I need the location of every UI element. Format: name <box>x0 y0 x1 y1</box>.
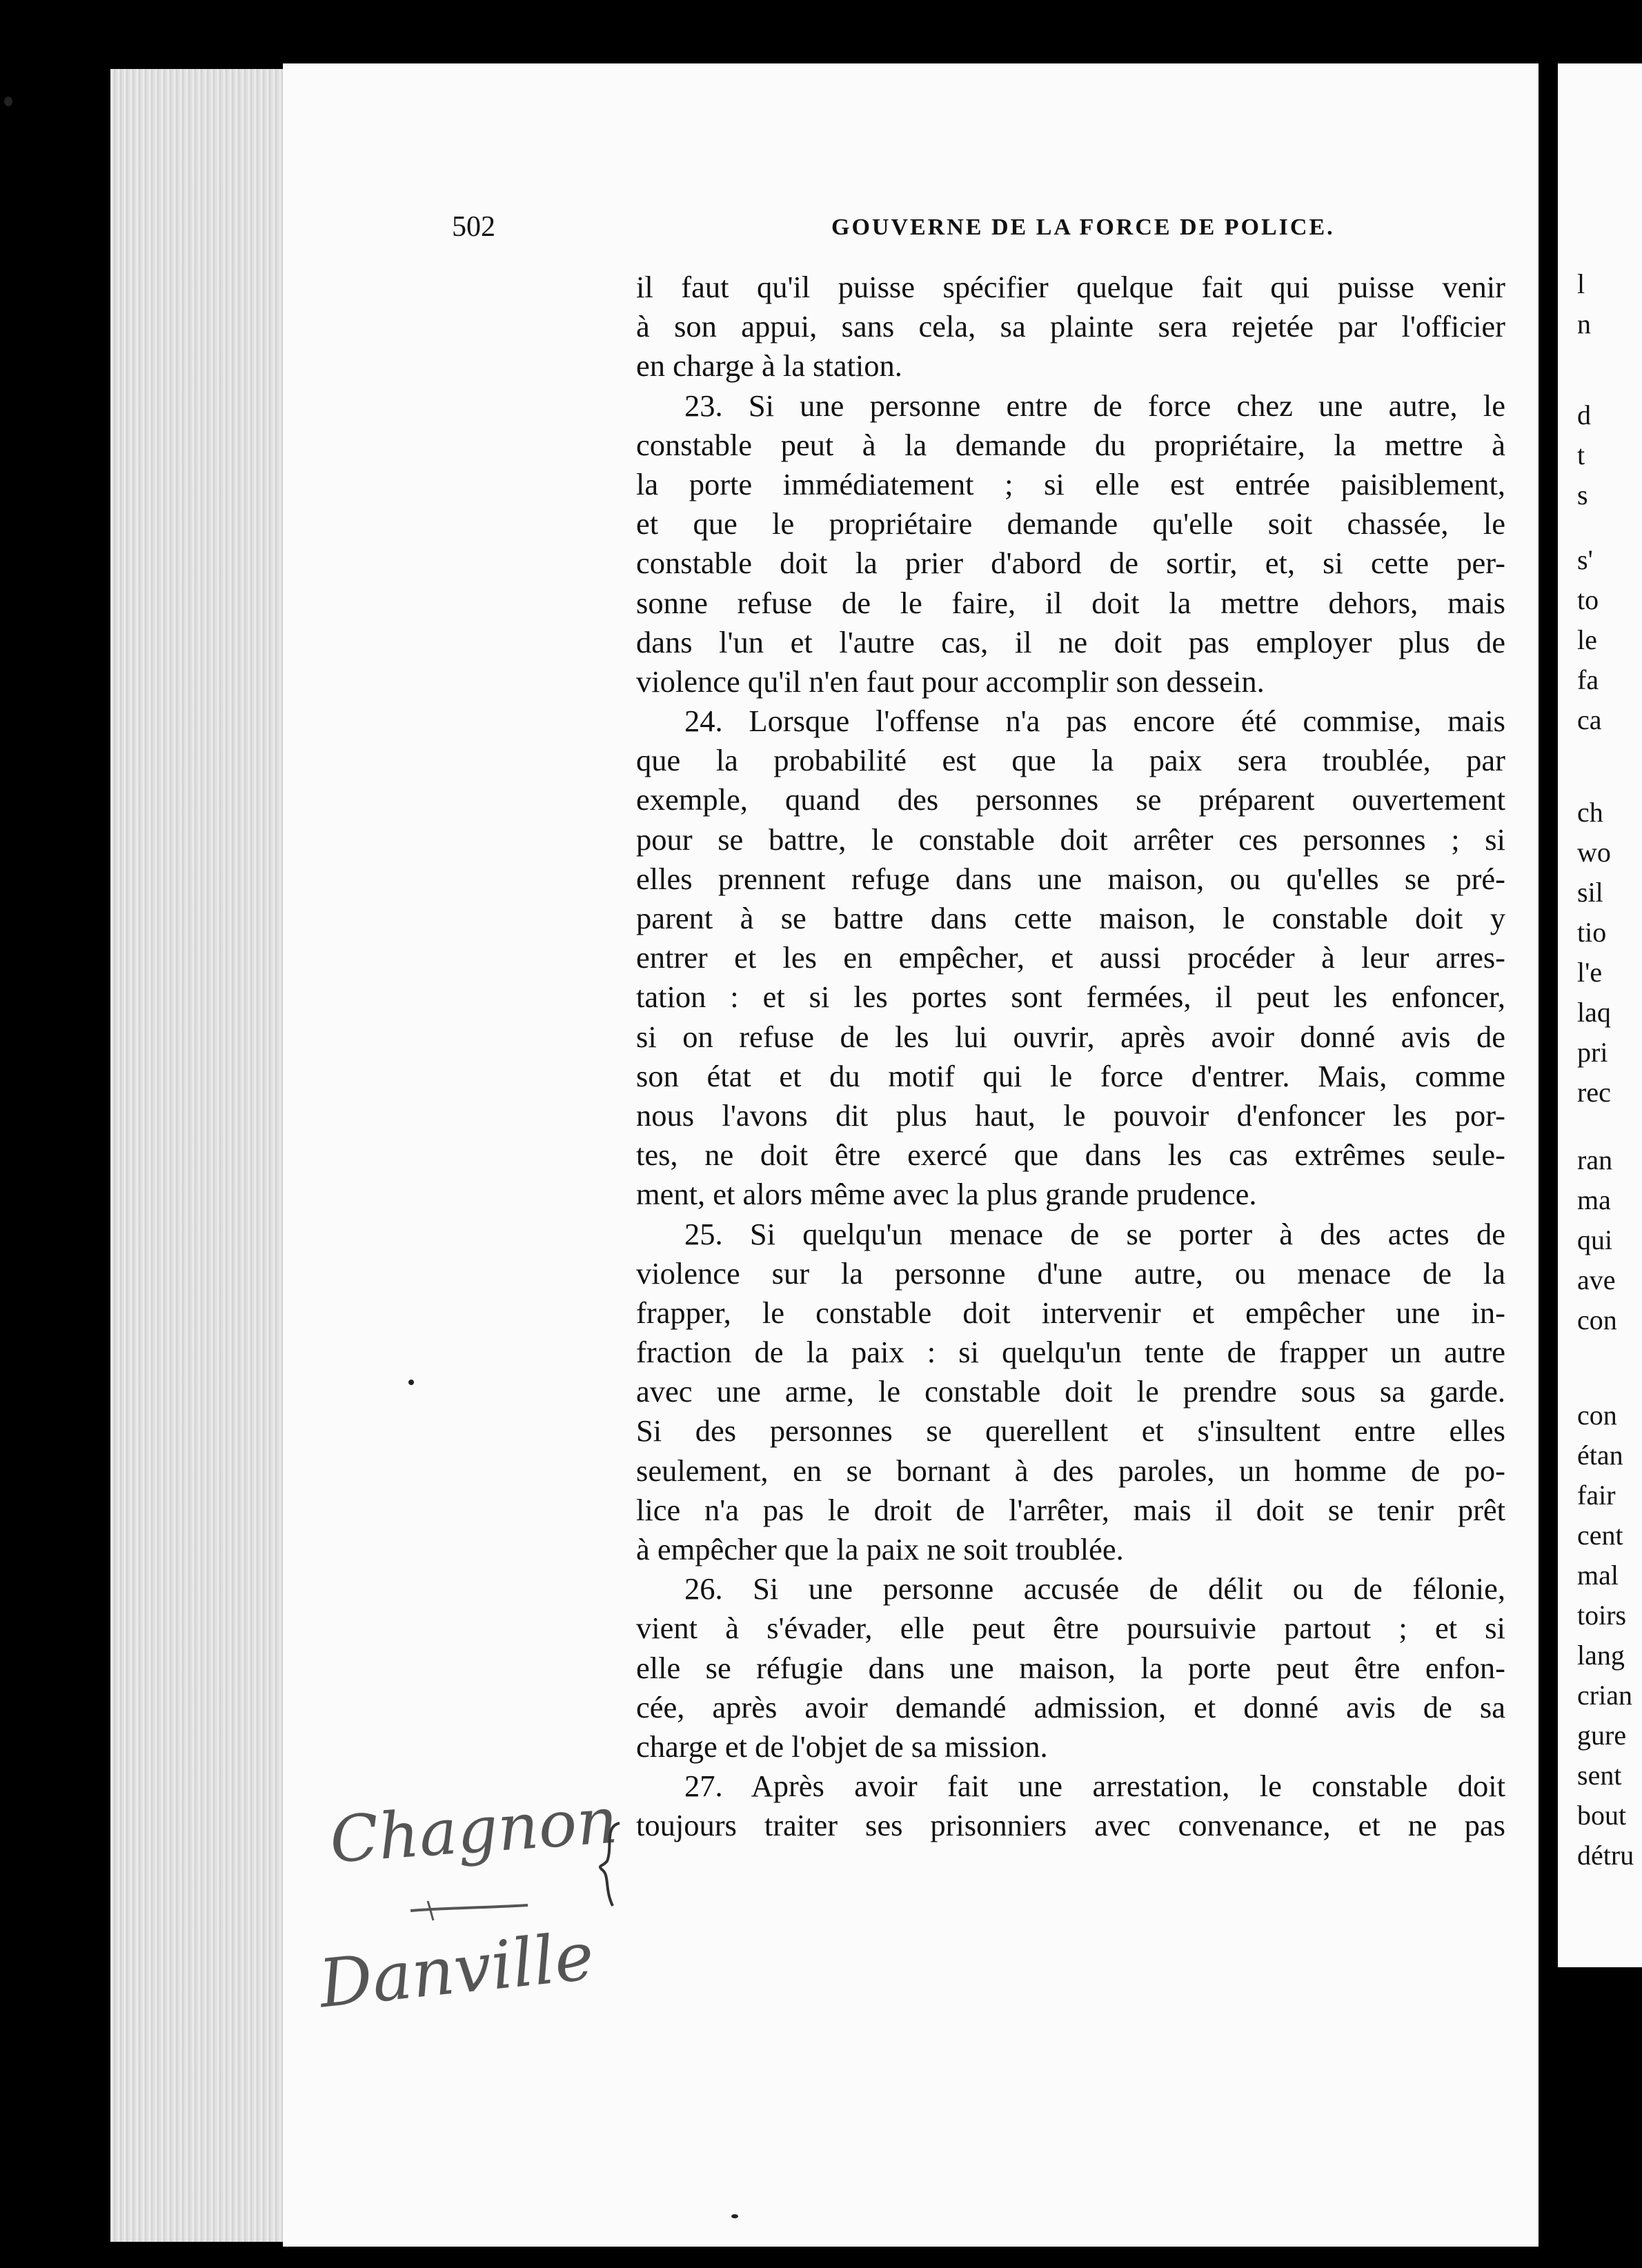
next-page-text-fragment: con <box>1577 1400 1617 1431</box>
next-page-text-fragment: ran <box>1577 1144 1613 1175</box>
text-line: elles prennent refuge dans une maison, ou qu'elles se pré- <box>636 861 1505 896</box>
text-line: 24. Lorsque l'offense n'a pas encore été commise, mais <box>684 704 1505 739</box>
next-page-text-fragment: ch <box>1577 797 1603 828</box>
text-line: entrer et les en empêcher, et aussi procéder à leur arres- <box>636 940 1505 975</box>
next-page-text-fragment: fair <box>1577 1480 1616 1511</box>
text-line: 23. Si une personne entre de force chez une autre, le <box>684 388 1505 423</box>
next-page-text-fragment: qui <box>1577 1224 1613 1255</box>
text-line: seulement, en se bornant à des paroles, un homme de po- <box>636 1453 1505 1488</box>
page-header <box>452 210 1487 243</box>
next-page-text-fragment: sil <box>1577 877 1603 908</box>
next-page-text-fragment: n <box>1577 308 1591 339</box>
next-page-text-fragment: wo <box>1577 837 1611 868</box>
next-page-text-fragment: sent <box>1577 1760 1622 1791</box>
text-line: sonne refuse de le faire, il doit la mettre dehors, mais <box>636 585 1505 620</box>
text-line: constable peut à la demande du propriétaire, la mettre à <box>636 427 1505 462</box>
text-line: fraction de la paix : si quelqu'un tente de frapper un autre <box>636 1335 1505 1370</box>
text-line: exemple, quand des personnes se préparent ouvertement <box>636 782 1505 817</box>
handwritten-strike <box>407 1896 531 1923</box>
text-line: il faut qu'il puisse spécifier quelque fait qui puisse venir <box>636 270 1505 304</box>
next-page-text-fragment: d <box>1577 399 1591 430</box>
text-line: tation : et si les portes sont fermées, il peut les enfoncer, <box>636 979 1505 1015</box>
text-line: si on refuse de les lui ouvrir, après avoir donné avis de <box>636 1019 1505 1054</box>
text-line: 27. Après avoir fait une arrestation, le constable doit <box>684 1769 1505 1804</box>
text-line: lice n'a pas le droit de l'arrêter, mais il doit se tenir prêt <box>636 1492 1505 1527</box>
page-number: 502 <box>452 211 495 243</box>
text-line: violence qu'il n'en faut pour accomplir son dessein. <box>636 664 1265 699</box>
text-line: ment, et alors même avec la plus grande prudence. <box>636 1177 1257 1212</box>
text-line: constable doit la prier d'abord de sortir, et, si cette per- <box>636 546 1505 581</box>
next-page-text-fragment: crian <box>1577 1680 1632 1711</box>
handwritten-brace <box>592 1820 633 1909</box>
next-page-text-fragment: l'e <box>1577 957 1603 988</box>
text-line: à empêcher que la paix ne soit troublée. <box>636 1532 1124 1566</box>
text-line: vient à s'évader, elle peut être poursuivie partout ; et si <box>636 1611 1505 1646</box>
running-head: GOUVERNE DE LA FORCE DE POLICE. <box>831 215 1335 240</box>
next-page-text-fragment: con <box>1577 1304 1617 1335</box>
next-page-text-fragment: s <box>1577 479 1588 510</box>
next-page-text-fragment: cent <box>1577 1520 1623 1551</box>
next-page-text-fragment: pri <box>1577 1037 1608 1068</box>
next-page-text-fragment: tio <box>1577 917 1607 948</box>
handwritten-note-danville: Danville <box>315 1917 597 2023</box>
next-page-text-fragment: lang <box>1577 1640 1625 1671</box>
next-page-text-fragment: rec <box>1577 1077 1611 1108</box>
text-line: 26. Si une personne accusée de délit ou de félonie, <box>684 1571 1505 1606</box>
text-line: elle se réfugie dans une maison, la porte peut être enfon- <box>636 1650 1505 1685</box>
text-line: 25. Si quelqu'un menace de se porter à des actes de <box>684 1216 1505 1251</box>
text-line: parent à se battre dans cette maison, le constable doit y <box>636 901 1505 935</box>
text-line: son état et du motif qui le force d'entrer. Mais, comme <box>636 1058 1505 1093</box>
next-page-text-fragment: ca <box>1577 704 1602 735</box>
next-page-fragment <box>1558 63 1642 1967</box>
body-text <box>636 268 1505 1846</box>
text-line: tes, ne doit être exercé que dans les cas extrêmes seule- <box>636 1137 1505 1173</box>
next-page-text-fragment: s' <box>1577 544 1593 575</box>
speck <box>4 97 12 106</box>
next-page-text-fragment: le <box>1577 624 1597 655</box>
text-line: dans l'un et l'autre cas, il ne doit pas employer plus de <box>636 624 1505 659</box>
text-line: cée, après avoir demandé admission, et donné avis de sa <box>636 1689 1505 1724</box>
speck <box>731 2214 738 2218</box>
book-page-edge <box>110 69 291 2242</box>
next-page-text-fragment: toirs <box>1577 1600 1627 1631</box>
text-line: violence sur la personne d'une autre, ou menace de la <box>636 1255 1505 1291</box>
next-page-text-fragment: étan <box>1577 1440 1623 1471</box>
next-page-text-fragment: t <box>1577 439 1585 470</box>
text-line: à son appui, sans cela, sa plainte sera rejetée par l'officier <box>636 309 1505 344</box>
text-line: la porte immédiatement ; si elle est entrée paisiblement, <box>636 466 1505 501</box>
next-page-text-fragment: gure <box>1577 1720 1627 1751</box>
next-page-text-fragment: détru <box>1577 1840 1634 1871</box>
text-line: avec une arme, le constable doit le prendre sous sa garde. <box>636 1374 1505 1409</box>
text-line: nous l'avons dit plus haut, le pouvoir d'enfoncer les por- <box>636 1097 1505 1133</box>
text-line: que la probabilité est que la paix sera troublée, par <box>636 743 1505 778</box>
next-page-text-fragment: mal <box>1577 1560 1619 1591</box>
next-page-text-fragment: ave <box>1577 1264 1616 1295</box>
next-page-text-fragment: fa <box>1577 664 1599 695</box>
next-page-text-fragment: l <box>1577 268 1585 299</box>
next-page-text-fragment: bout <box>1577 1800 1627 1831</box>
next-page-text-fragment: laq <box>1577 997 1611 1028</box>
next-page-text-fragment: ma <box>1577 1184 1611 1215</box>
text-line: frapper, le constable doit intervenir et empêcher une in- <box>636 1295 1505 1330</box>
handwritten-note-chagnon: Chagnon <box>327 1783 620 1878</box>
text-line: charge et de l'objet de sa mission. <box>636 1729 1048 1764</box>
speck <box>408 1380 414 1385</box>
text-line: toujours traiter ses prisonniers avec convenance, et ne pas <box>636 1808 1505 1843</box>
text-line: Si des personnes se querellent et s'insultent entre elles <box>636 1413 1505 1449</box>
next-page-text-fragment: to <box>1577 584 1599 615</box>
text-line: en charge à la station. <box>636 348 902 384</box>
text-line: et que le propriétaire demande qu'elle soit chassée, le <box>636 506 1505 541</box>
text-line: pour se battre, le constable doit arrêter ces personnes ; si <box>636 822 1505 857</box>
